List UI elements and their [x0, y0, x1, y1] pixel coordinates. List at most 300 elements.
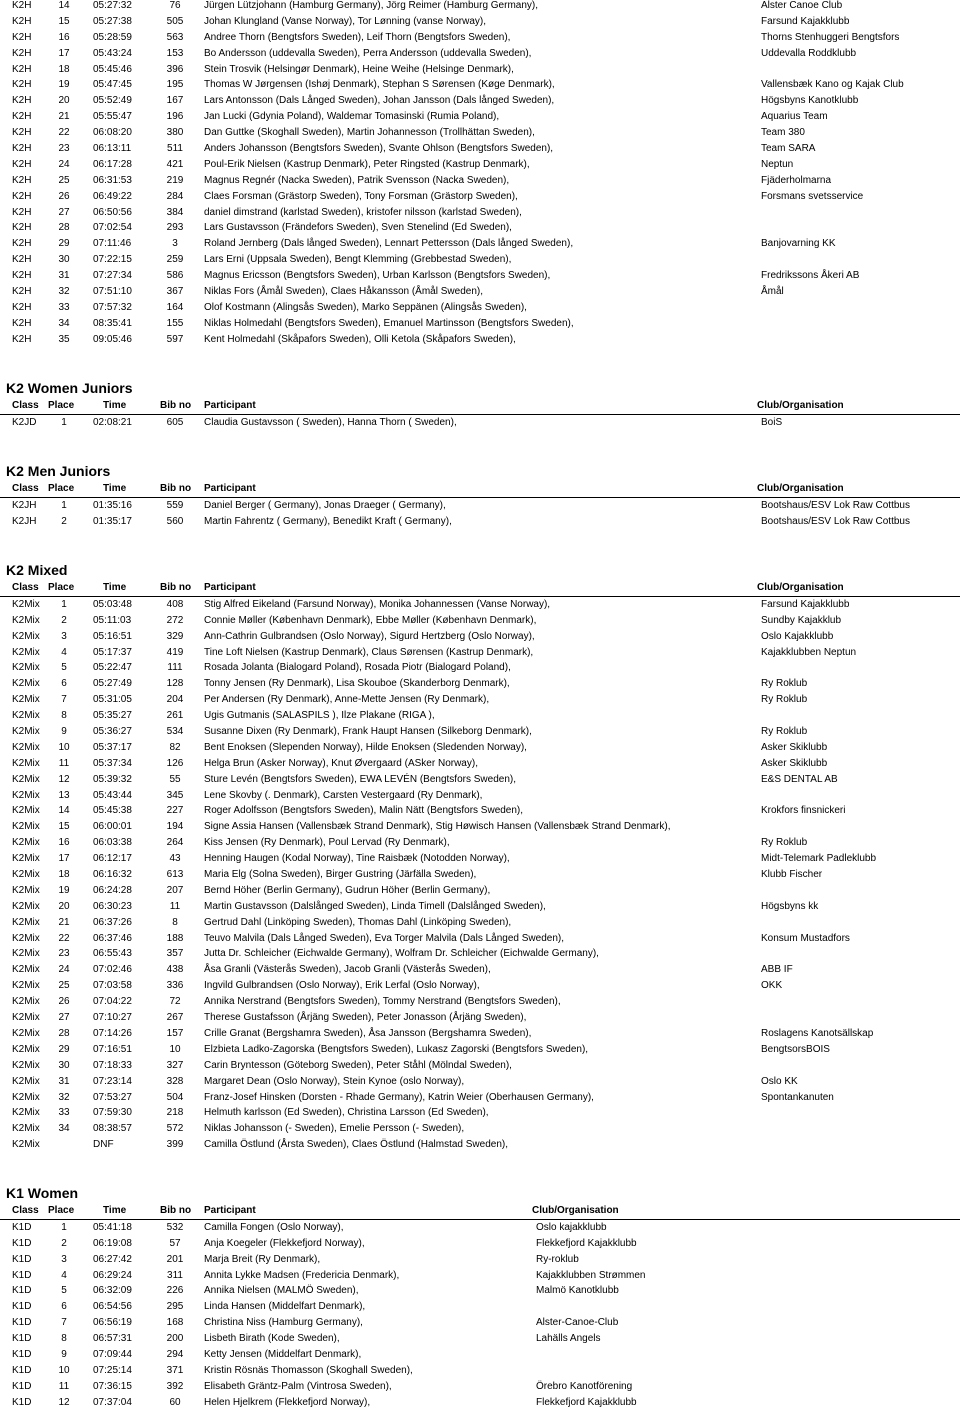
cell-class: K2H	[12, 301, 32, 313]
cell-time: 05:45:46	[93, 63, 132, 75]
cell-participant: Connie Møller (København Denmark), Ebbe Møller (København Denmark),	[204, 614, 537, 626]
table-row	[0, 692, 960, 708]
cell-place: 28	[58, 222, 70, 234]
cell-place: 10	[58, 1364, 70, 1376]
cell-participant: Tonny Jensen (Ry Denmark), Lisa Skouboe (Skanderborg Denmark),	[204, 678, 510, 690]
cell-time: 06:49:22	[93, 190, 132, 202]
cell-place: 21	[58, 916, 70, 928]
cell-time: 06:13:11	[93, 143, 132, 155]
table-row	[0, 205, 960, 221]
table-row	[0, 46, 960, 62]
cell-bib: 167	[166, 95, 184, 107]
cell-bib: 200	[166, 1333, 184, 1345]
cell-bib: 560	[166, 515, 184, 527]
table-header	[0, 1203, 960, 1220]
cell-class: K1D	[12, 1253, 32, 1265]
cell-time: 07:04:22	[93, 996, 132, 1008]
cell-time: 08:35:41	[93, 317, 132, 329]
table-row	[0, 676, 960, 692]
cell-bib: 559	[166, 499, 184, 511]
cell-time: 07:22:15	[93, 254, 132, 266]
cell-place: 10	[58, 741, 70, 753]
cell-class: K2Mix	[12, 1043, 40, 1055]
cell-participant: Henning Haugen (Kodal Norway), Tine Raisbæk (Notodden Norway),	[204, 853, 510, 865]
cell-class: K2H	[12, 127, 32, 139]
cell-class: K2Mix	[12, 598, 40, 610]
cell-time: 08:38:57	[93, 1123, 132, 1135]
cell-place: 21	[58, 111, 70, 123]
cell-participant: Stig Alfred Eikeland (Farsund Norway), Monika Johannessen (Vanse Norway),	[204, 598, 551, 610]
cell-participant: Linda Hansen (Middelfart Denmark),	[204, 1301, 366, 1313]
cell-bib: 294	[166, 1349, 184, 1361]
cell-bib: 345	[166, 789, 184, 801]
cell-time: 06:55:43	[93, 948, 132, 960]
cell-participant: Olof Kostmann (Alingsås Sweden), Marko Seppänen (Alingsås Sweden),	[204, 301, 527, 313]
cell-time: 07:18:33	[93, 1059, 132, 1071]
table-row	[0, 708, 960, 724]
cell-time: 07:16:51	[93, 1043, 132, 1055]
cell-place: 5	[61, 1285, 67, 1297]
table-row	[0, 284, 960, 300]
cell-class: K2Mix	[12, 741, 40, 753]
cell-club: Oslo KK	[761, 1075, 798, 1087]
cell-class: K2Mix	[12, 1059, 40, 1071]
cell-participant: Roland Jernberg (Dals långed Sweden), Lennart Pettersson (Dals långed Sweden),	[204, 238, 574, 250]
cell-place: 26	[58, 190, 70, 202]
cell-participant: Kiss Jensen (Ry Denmark), Poul Lervad (Ry Denmark),	[204, 837, 450, 849]
cell-place: 30	[58, 254, 70, 266]
cell-club: BoiS	[761, 416, 783, 428]
cell-bib: 259	[166, 254, 184, 266]
cell-club: Krokfors finsnickeri	[761, 805, 846, 817]
cell-class: K1D	[12, 1221, 32, 1233]
cell-place: 8	[61, 710, 67, 722]
table-row	[0, 141, 960, 157]
cell-bib: 207	[166, 884, 184, 896]
cell-club: Team SARA	[761, 143, 816, 155]
cell-class: K1D	[12, 1317, 32, 1329]
cell-time: 06:19:08	[93, 1237, 132, 1249]
cell-bib: 438	[166, 964, 184, 976]
cell-time: 06:54:56	[93, 1301, 132, 1313]
cell-bib: 511	[167, 143, 183, 155]
cell-class: K1D	[12, 1396, 32, 1408]
cell-time: 05:28:59	[93, 31, 132, 43]
table-row	[0, 978, 960, 994]
cell-bib: 284	[166, 190, 184, 202]
cell-participant: Therese Gustafsson (Årjäng Sweden), Peter Jonasson (Årjäng Sweden),	[204, 1012, 527, 1024]
cell-class: K2Mix	[12, 964, 40, 976]
cell-class: K2H	[12, 317, 32, 329]
cell-participant: Anders Johansson (Bengtsfors Sweden), Svante Ohlson (Bengtsfors Sweden),	[204, 143, 554, 155]
cell-bib: 328	[166, 1075, 184, 1087]
cell-place: 31	[58, 1075, 70, 1087]
table-row	[0, 1090, 960, 1106]
cell-place: 35	[58, 333, 70, 345]
cell-place: 12	[58, 1396, 70, 1408]
cell-participant: Ketty Jensen (Middelfart Denmark),	[204, 1349, 362, 1361]
cell-bib: 399	[166, 1139, 184, 1151]
cell-time: 06:24:28	[93, 884, 132, 896]
cell-time: 07:25:14	[93, 1364, 132, 1376]
cell-bib: 3	[172, 238, 178, 250]
cell-bib: 295	[166, 1301, 184, 1313]
cell-time: 05:17:37	[93, 646, 132, 658]
table-row	[0, 1121, 960, 1137]
cell-bib: 327	[166, 1059, 184, 1071]
section-title: K2 Men Juniors	[6, 463, 111, 479]
cell-class: K2Mix	[12, 1027, 40, 1039]
cell-participant: Carin Bryntesson (Göteborg Sweden), Peter Ståhl (Mölndal Sweden),	[204, 1059, 512, 1071]
cell-time: 09:05:46	[93, 333, 132, 345]
cell-bib: 195	[166, 79, 184, 91]
cell-participant: Åsa Granli (Västerås Sweden), Jacob Granli (Västerås Sweden),	[204, 964, 491, 976]
cell-bib: 227	[166, 805, 184, 817]
cell-bib: 371	[166, 1364, 184, 1376]
table-row	[0, 788, 960, 804]
table-row	[0, 645, 960, 661]
cell-club: Kajakklubben Strømmen	[536, 1269, 646, 1281]
cell-class: K2Mix	[12, 694, 40, 706]
table-row	[0, 316, 960, 332]
cell-place: 34	[58, 1123, 70, 1135]
cell-participant: Annita Lykke Madsen (Fredericia Denmark),	[204, 1269, 400, 1281]
table-row	[0, 835, 960, 851]
table-row	[0, 415, 960, 431]
cell-participant: Lene Skovby (. Denmark), Carsten Vestergaard (Ry Denmark),	[204, 789, 483, 801]
cell-club: Fjäderholmarna	[761, 174, 832, 186]
cell-class: K2H	[12, 63, 32, 75]
cell-time: 05:41:18	[93, 1221, 132, 1233]
cell-club: Åmål	[761, 286, 784, 298]
table-row	[0, 93, 960, 109]
cell-club: OKK	[761, 980, 783, 992]
cell-place: 13	[58, 789, 70, 801]
cell-place: 6	[61, 1301, 67, 1313]
cell-place: 9	[61, 1349, 67, 1361]
table-row	[0, 1220, 960, 1236]
cell-participant: Anja Koegeler (Flekkefjord Norway),	[204, 1237, 365, 1249]
cell-participant: Crille Granat (Bergshamra Sweden), Åsa Jansson (Bergshamra Sweden),	[204, 1027, 532, 1039]
cell-class: K2Mix	[12, 646, 40, 658]
cell-participant: Per Andersen (Ry Denmark), Anne-Mette Jensen (Ry Denmark),	[204, 694, 490, 706]
cell-participant: Bernd Höher (Berlin Germany), Gudrun Höher (Berlin Germany),	[204, 884, 491, 896]
cell-place: 25	[58, 174, 70, 186]
table-row	[0, 77, 960, 93]
table-row	[0, 772, 960, 788]
cell-class: K2H	[12, 254, 32, 266]
table-row	[0, 867, 960, 883]
cell-class: K2JD	[12, 416, 37, 428]
table-row	[0, 1315, 960, 1331]
table-row	[0, 268, 960, 284]
cell-bib: 534	[166, 726, 184, 738]
cell-class: K1D	[12, 1333, 32, 1345]
table-row	[0, 498, 960, 514]
cell-club: Bootshaus/ESV Lok Raw Cottbus	[761, 499, 910, 511]
cell-participant: Kent Holmedahl (Skåpafors Sweden), Olli Ketola (Skåpafors Sweden),	[204, 333, 516, 345]
cell-place: 7	[61, 694, 67, 706]
cell-bib: 380	[166, 127, 184, 139]
cell-class: K2Mix	[12, 869, 40, 881]
table-row	[0, 851, 960, 867]
cell-place: 11	[58, 757, 70, 769]
cell-place: 20	[58, 95, 70, 107]
cell-time: 07:51:10	[93, 286, 132, 298]
cell-bib: 82	[169, 741, 181, 753]
cell-place: 5	[61, 662, 67, 674]
table-row	[0, 1331, 960, 1347]
cell-place: 4	[61, 646, 67, 658]
cell-class: K2Mix	[12, 678, 40, 690]
cell-participant: Lars Antonsson (Dals Långed Sweden), Johan Jansson (Dals långed Sweden),	[204, 95, 555, 107]
cell-participant: Bent Enoksen (Slependen Norway), Hilde Enoksen (Sledenden Norway),	[204, 741, 527, 753]
cell-participant: Teuvo Malvila (Dals Långed Sweden), Eva Torger Malvila (Dals Långed Sweden),	[204, 932, 564, 944]
cell-club: Ry Roklub	[761, 694, 808, 706]
cell-participant: Lars Erni (Uppsala Sweden), Bengt Klemming (Grebbestad Sweden),	[204, 254, 512, 266]
cell-place: 1	[61, 499, 67, 511]
header-time: Time	[103, 1205, 127, 1216]
cell-place: 28	[58, 1027, 70, 1039]
cell-place: 22	[58, 127, 70, 139]
cell-class: K2Mix	[12, 948, 40, 960]
cell-bib: 367	[166, 286, 184, 298]
cell-place: 26	[58, 996, 70, 1008]
k2h-results-table	[0, 0, 960, 348]
cell-bib: 11	[169, 900, 181, 912]
cell-club: Lahälls Angels	[536, 1333, 601, 1345]
cell-class: K2H	[12, 31, 32, 43]
cell-bib: 261	[166, 710, 184, 722]
header-place: Place	[48, 582, 75, 593]
cell-club: Bootshaus/ESV Lok Raw Cottbus	[761, 515, 910, 527]
cell-participant: Rosada Jolanta (Bialogard Poland), Rosada Piotr (Bialogard Poland),	[204, 662, 511, 674]
cell-time: 07:36:15	[93, 1380, 132, 1392]
cell-participant: Johan Klungland (Vanse Norway), Tor Lønning (vanse Norway),	[204, 15, 486, 27]
cell-bib: 505	[166, 15, 184, 27]
cell-bib: 421	[166, 158, 184, 170]
table-row	[0, 613, 960, 629]
cell-club: Malmö Kanotklubb	[536, 1285, 619, 1297]
cell-bib: 188	[166, 932, 184, 944]
cell-time: 06:29:24	[93, 1269, 132, 1281]
cell-club: Thorns Stenhuggeri Bengtsfors	[761, 31, 900, 43]
cell-class: K2H	[12, 111, 32, 123]
cell-bib: 57	[169, 1237, 181, 1249]
cell-bib: 396	[166, 63, 184, 75]
cell-participant: Magnus Ericsson (Bengtsfors Sweden), Urban Karlsson (Bengtsfors Sweden),	[204, 270, 551, 282]
cell-bib: 219	[166, 174, 184, 186]
cell-club: Banjovarning KK	[761, 238, 836, 250]
cell-club: Roslagens Kanotsällskap	[761, 1027, 874, 1039]
cell-time: 07:27:34	[93, 270, 132, 282]
table-row	[0, 252, 960, 268]
cell-class: K1D	[12, 1285, 32, 1297]
cell-bib: 226	[166, 1285, 184, 1297]
cell-time: 01:35:16	[93, 499, 132, 511]
cell-time: 06:00:01	[93, 821, 132, 833]
cell-time: 01:35:17	[93, 515, 132, 527]
cell-participant: Camilla Fongen (Oslo Norway),	[204, 1221, 344, 1233]
cell-participant: Margaret Dean (Oslo Norway), Stein Kynoe (oslo Norway),	[204, 1075, 465, 1087]
cell-class: K2Mix	[12, 757, 40, 769]
cell-club: Flekkefjord Kajakklubb	[536, 1396, 637, 1408]
cell-time: 05:31:05	[93, 694, 132, 706]
table-row	[0, 931, 960, 947]
cell-time: 06:37:46	[93, 932, 132, 944]
table-row	[0, 173, 960, 189]
cell-bib: 597	[166, 333, 184, 345]
cell-place: 29	[58, 238, 70, 250]
cell-participant: Annika Nielsen (MALMÖ Sweden),	[204, 1285, 359, 1297]
cell-class: K2Mix	[12, 821, 40, 833]
cell-bib: 572	[166, 1123, 184, 1135]
table-row	[0, 1058, 960, 1074]
section-title: K1 Women	[6, 1185, 79, 1201]
cell-participant: Gertrud Dahl (Linköping Sweden), Thomas Dahl (Linköping Sweden),	[204, 916, 512, 928]
cell-time: 07:09:44	[93, 1349, 132, 1361]
cell-class: K2Mix	[12, 726, 40, 738]
cell-time: 05:45:38	[93, 805, 132, 817]
cell-place: 1	[61, 416, 67, 428]
cell-participant: Claes Forsman (Grästorp Sweden), Tony Forsman (Grästorp Sweden),	[204, 190, 518, 202]
cell-bib: 128	[166, 678, 184, 690]
cell-class: K2Mix	[12, 996, 40, 1008]
cell-club: Högsbyns Kanotklubb	[761, 95, 859, 107]
cell-time: 05:22:47	[93, 662, 132, 674]
cell-participant: Niklas Fors (Åmål Sweden), Claes Håkansson (Åmål Sweden),	[204, 286, 483, 298]
cell-class: K2Mix	[12, 1107, 40, 1119]
cell-participant: Franz-Josef Hinsken (Dorsten - Rhade Germany), Katrin Weier (Oberhausen Germany),	[204, 1091, 594, 1103]
cell-time: 06:37:26	[93, 916, 132, 928]
cell-participant: Poul-Erik Nielsen (Kastrup Denmark), Peter Ringsted (Kastrup Denmark),	[204, 158, 530, 170]
table-row	[0, 236, 960, 252]
cell-class: K2Mix	[12, 805, 40, 817]
cell-club: Forsmans svetsservice	[761, 190, 864, 202]
cell-class: K2Mix	[12, 900, 40, 912]
cell-class: K2Mix	[12, 710, 40, 722]
cell-bib: 218	[166, 1107, 184, 1119]
cell-class: K2Mix	[12, 1139, 40, 1151]
cell-place: 32	[58, 1091, 70, 1103]
header-time: Time	[103, 483, 127, 494]
cell-club: Ry-roklub	[536, 1253, 579, 1265]
cell-class: K2H	[12, 79, 32, 91]
table-header	[0, 580, 960, 597]
cell-participant: Christina Niss (Hamburg Germany),	[204, 1317, 363, 1329]
cell-time: 06:12:17	[93, 853, 132, 865]
cell-place: 19	[58, 884, 70, 896]
cell-club: BengtsorsBOIS	[761, 1043, 830, 1055]
cell-class: K2Mix	[12, 932, 40, 944]
header-bib: Bib no	[160, 1205, 192, 1216]
cell-participant: Magnus Regnér (Nacka Sweden), Patrik Svensson (Nacka Sweden),	[204, 174, 510, 186]
cell-participant: Helga Brun (Asker Norway), Knut Øvergaard (ASker Norway),	[204, 757, 478, 769]
cell-club: Oslo kajakklubb	[536, 1221, 607, 1233]
cell-participant: Stein Trosvik (Helsingør Denmark), Heine Weihe (Helsinge Denmark),	[204, 63, 514, 75]
cell-place: 34	[58, 317, 70, 329]
cell-bib: 392	[166, 1380, 184, 1392]
cell-bib: 168	[166, 1317, 184, 1329]
cell-participant: daniel dimstrand (karlstad Sweden), kristofer nilsson (karlstad Sweden),	[204, 206, 522, 218]
cell-time: DNF	[93, 1139, 114, 1151]
cell-place: 25	[58, 980, 70, 992]
cell-class: K2H	[12, 222, 32, 234]
cell-participant: Lars Gustavsson (Frändefors Sweden), Sven Stenelind (Ed Sweden),	[204, 222, 512, 234]
cell-place: 23	[58, 143, 70, 155]
cell-participant: Signe Assia Hansen (Vallensbæk Strand Denmark), Stig Høwisch Hansen (Vallensbæk Strand Denmark),	[204, 821, 671, 833]
cell-participant: Annika Nerstrand (Bengtsfors Sweden), Tommy Nerstrand (Bengtsfors Sweden),	[204, 996, 561, 1008]
cell-participant: Jan Lucki (Gdynia Poland), Waldemar Tomasinski (Rumia Poland),	[204, 111, 500, 123]
cell-participant: Claudia Gustavsson ( Sweden), Hanna Thorn ( Sweden),	[204, 416, 457, 428]
cell-bib: 384	[166, 206, 184, 218]
cell-class: K2H	[12, 174, 32, 186]
cell-time: 05:11:03	[93, 614, 132, 626]
cell-participant: Andree Thorn (Bengtsfors Sweden), Leif Thorn (Bengtsfors Sweden),	[204, 31, 511, 43]
cell-class: K2H	[12, 238, 32, 250]
cell-time: 06:08:20	[93, 127, 132, 139]
cell-bib: 311	[167, 1269, 183, 1281]
cell-class: K2JH	[12, 499, 37, 511]
cell-bib: 55	[169, 773, 181, 785]
cell-participant: Ann-Cathrin Gulbrandsen (Oslo Norway), Sigurd Hertzberg (Oslo Norway),	[204, 630, 535, 642]
cell-time: 05:43:44	[93, 789, 132, 801]
header-bib: Bib no	[160, 483, 192, 494]
cell-time: 05:55:47	[93, 111, 132, 123]
cell-bib: 8	[172, 916, 178, 928]
table-header	[0, 398, 960, 415]
cell-time: 06:31:53	[93, 174, 132, 186]
cell-place: 2	[61, 515, 67, 527]
header-club: Club/Organisation	[757, 483, 844, 494]
cell-bib: 267	[166, 1012, 184, 1024]
header-club: Club/Organisation	[532, 1205, 619, 1216]
cell-time: 06:57:31	[93, 1333, 132, 1345]
cell-time: 07:02:46	[93, 964, 132, 976]
cell-class: K2JH	[12, 515, 37, 527]
table-row	[0, 1268, 960, 1284]
table-row	[0, 157, 960, 173]
cell-bib: 563	[166, 31, 184, 43]
table-row	[0, 1236, 960, 1252]
cell-club: Oslo Kajakklubb	[761, 630, 834, 642]
cell-bib: 111	[167, 662, 183, 674]
cell-place: 3	[61, 630, 67, 642]
cell-club: Alster Canoe Club	[761, 0, 843, 11]
cell-time: 07:37:04	[93, 1396, 132, 1408]
table-row	[0, 724, 960, 740]
table-row	[0, 1137, 960, 1153]
table-row	[0, 1105, 960, 1121]
cell-place: 16	[58, 837, 70, 849]
cell-participant: Sture Levén (Bengtsfors Sweden), EWA LEVÉN (Bengtsfors Sweden),	[204, 773, 517, 785]
table-row	[0, 962, 960, 978]
cell-club: Aquarius Team	[761, 111, 828, 123]
cell-class: K1D	[12, 1237, 32, 1249]
cell-class: K2H	[12, 15, 32, 27]
cell-club: Flekkefjord Kajakklubb	[536, 1237, 637, 1249]
cell-place: 1	[61, 598, 67, 610]
cell-place: 2	[61, 614, 67, 626]
cell-club: Neptun	[761, 158, 794, 170]
cell-class: K2Mix	[12, 614, 40, 626]
cell-club: Asker Skiklubb	[761, 741, 828, 753]
cell-time: 05:35:27	[93, 710, 132, 722]
cell-bib: 10	[169, 1043, 181, 1055]
cell-class: K2H	[12, 0, 32, 11]
header-bib: Bib no	[160, 582, 192, 593]
cell-time: 06:16:32	[93, 869, 132, 881]
